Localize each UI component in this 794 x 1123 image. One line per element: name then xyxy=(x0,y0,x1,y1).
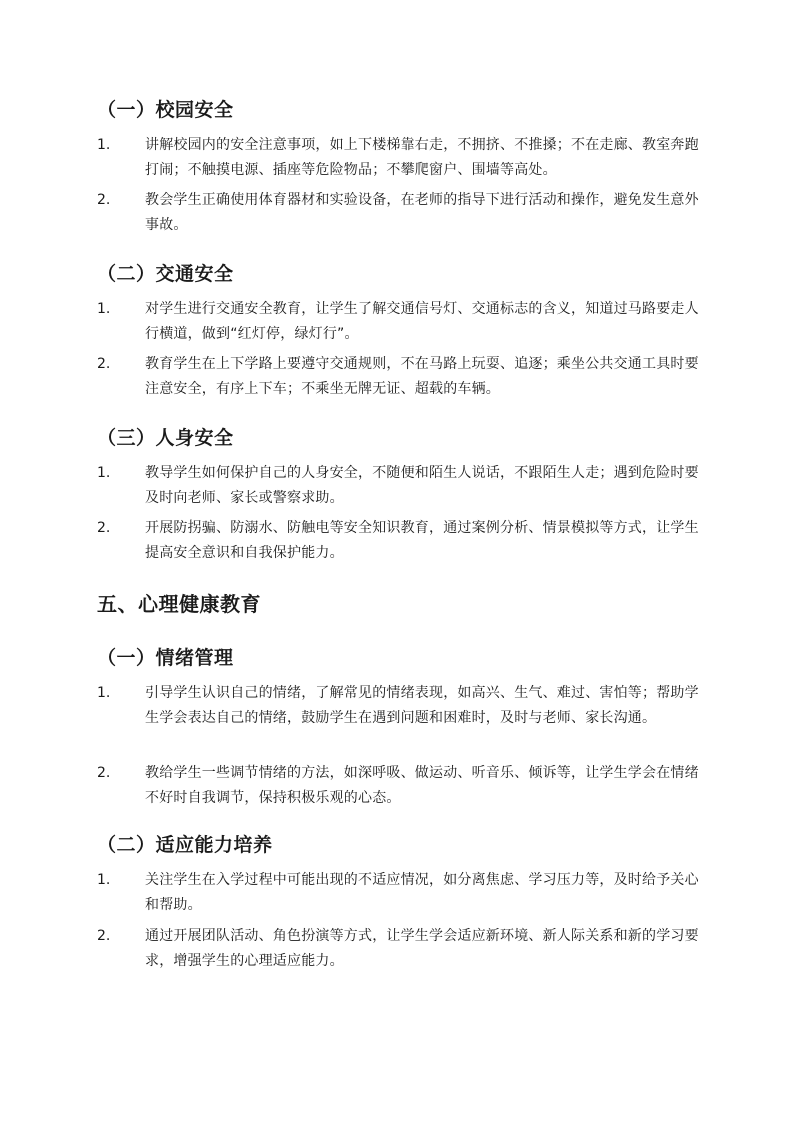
list-number: 2. xyxy=(97,192,111,208)
list-text: 开展防拐骗、防溺水、防触电等安全知识教育，通过案例分析、情景模拟等方式，让学生提高安全意识和自我保护能力。 xyxy=(145,520,699,561)
list-item xyxy=(97,352,700,402)
list-item xyxy=(97,461,700,511)
list-number: 2. xyxy=(97,928,111,944)
list-text: 通过开展团队活动、角色扮演等方式，让学生学会适应新环境、新人际关系和新的学习要求，增强学生的心理适应能力。 xyxy=(145,928,699,969)
list-item xyxy=(97,924,700,974)
list-text: 关注学生在入学过程中可能出现的不适应情况，如分离焦虑、学习压力等，及时给予关心和帮助。 xyxy=(145,872,699,913)
list-number: 1. xyxy=(97,465,111,481)
list-number: 1. xyxy=(97,685,111,701)
list-text: 对学生进行交通安全教育，让学生了解交通信号灯、交通标志的含义，知道过马路要走人行横道，做到“红灯停，绿灯行”。 xyxy=(145,301,699,342)
section-heading-emotion-management: （一）情绪管理 xyxy=(97,647,234,669)
list-number: 2. xyxy=(97,520,111,536)
list-text: 讲解校园内的安全注意事项，如上下楼梯靠右走，不拥挤、不推搡；不在走廊、教室奔跑打闹；不触摸电源、插座等危险物品；不攀爬窗户、围墙等高处。 xyxy=(145,137,699,178)
section-heading-personal-safety: （三）人身安全 xyxy=(97,427,234,449)
list-item xyxy=(97,761,700,811)
list-text: 教给学生一些调节情绪的方法，如深呼吸、做运动、听音乐、倾诉等，让学生学会在情绪不好时自我调节，保持积极乐观的心态。 xyxy=(145,765,699,806)
list-number: 2. xyxy=(97,356,111,372)
list-number: 2. xyxy=(97,765,111,781)
list-item xyxy=(97,297,700,347)
list-number: 1. xyxy=(97,872,111,888)
list-item xyxy=(97,681,700,731)
list-number: 1. xyxy=(97,301,111,317)
list-item xyxy=(97,133,700,183)
list-text: 教育学生在上下学路上要遵守交通规则，不在马路上玩耍、追逐；乘坐公共交通工具时要注意安全，有序上下车；不乘坐无牌无证、超载的车辆。 xyxy=(145,356,699,397)
list-item xyxy=(97,516,700,566)
list-text: 教会学生正确使用体育器材和实验设备，在老师的指导下进行活动和操作，避免发生意外事故。 xyxy=(145,192,699,233)
list-text: 教导学生如何保护自己的人身安全，不随便和陌生人说话，不跟陌生人走；遇到危险时要及时向老师、家长或警察求助。 xyxy=(145,465,699,506)
list-item xyxy=(97,868,700,918)
chapter-heading-mental-health: 五、心理健康教育 xyxy=(97,592,261,616)
list-item xyxy=(97,188,700,238)
section-heading-adaptability: （二）适应能力培养 xyxy=(97,834,273,856)
section-heading-traffic-safety: （二）交通安全 xyxy=(97,263,234,285)
list-number: 1. xyxy=(97,137,111,153)
section-heading-campus-safety: （一）校园安全 xyxy=(97,99,234,121)
list-text: 引导学生认识自己的情绪，了解常见的情绪表现，如高兴、生气、难过、害怕等；帮助学生学会表达自己的情绪，鼓励学生在遇到问题和困难时，及时与老师、家长沟通。 xyxy=(145,685,699,726)
